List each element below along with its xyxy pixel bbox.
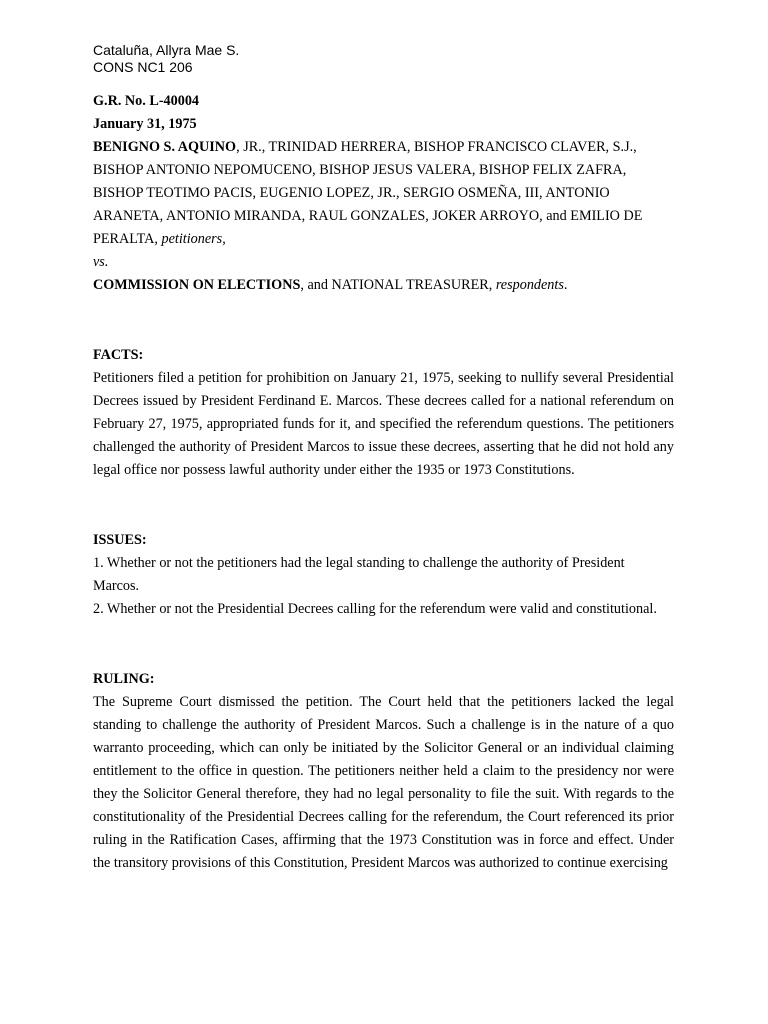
petitioners-tail: , [222,231,226,247]
ruling-paragraph: The Supreme Court dismissed the petition. The Court held that the petitioners lacked the legal standing to challenge the authority of President Marcos. Such a challenge is in the nature of a quo warranto proceeding, which can only be initiated by the Solicitor General or an individual claiming entitlement to the office in question. The petitioners neither held a claim to the presidency nor were they the Solicitor General therefore, they had no legal personality to file the suit. With regards to the constitutionality of the Presidential Decrees calling for the referendum, the Court referenced its prior ruling in the Ratification Cases, affirming that the 1973 Constitution was in force and effect. Under the transitory provisions of this Constitution, President Marcos was authorized to continue exercising [93,694,674,871]
decision-date: January 31, 1975 [93,116,197,132]
document-page [93,42,674,875]
facts-paragraph: Petitioners filed a petition for prohibition on January 21, 1975, seeking to nullify several Presidential Decrees issued by President Ferdinand E. Marcos. These decrees called for a national referendum on February 27, 1975, appropriated funds for it, and specified the referendum questions. The petitioners challenged the authority of President Marcos to issue these decrees, asserting that he did not hold any legal office nor possess lawful authority under either the 1935 or 1973 Constitutions. [93,370,674,478]
respondents-tail: . [563,277,568,293]
case-caption [93,90,674,297]
gr-number: G.R. No. L-40004 [93,93,200,109]
ruling-heading: RULING: [93,671,155,687]
issue-item: 2. Whether or not the Presidential Decrees calling for the referendum were valid and constitutional. [93,601,657,617]
respondent-lead: COMMISSION ON ELECTIONS [93,277,301,293]
document-header [93,42,674,76]
versus-label: vs. [93,254,109,270]
respondents-line [93,274,674,297]
issues-heading: ISSUES: [93,532,147,548]
ruling-section [93,668,674,875]
petitioner-lead: BENIGNO S. AQUINO [93,139,237,155]
petitioners-label: petitioners [161,231,223,247]
issue-item: 1. Whether or not the petitioners had the legal standing to challenge the authority of President Marcos. [93,555,625,594]
course-code: CONS NC1 206 [93,59,193,75]
petitioners-line [93,136,674,251]
author-name: Cataluña, Allyra Mae S. [93,42,240,58]
facts-section [93,344,674,482]
facts-heading: FACTS: [93,347,144,363]
respondents-label: respondents [495,277,564,293]
issues-section [93,529,674,621]
petitioners-list: , JR., TRINIDAD HERRERA, BISHOP FRANCISCO CLAVER, S.J., BISHOP ANTONIO NEPOMUCENO, BISHOP JESUS VALERA, BISHOP FELIX ZAFRA, BISHOP TEOTIMO PACIS, EUGENIO LOPEZ, JR., SERGIO OSMEÑA, III, ANTONIO ARANETA, ANTONIO MIRANDA, RAUL GONZALES, JOKER ARROYO, and EMILIO DE PERALTA, [93,139,643,247]
respondents-list: , and NATIONAL TREASURER, [300,277,496,293]
